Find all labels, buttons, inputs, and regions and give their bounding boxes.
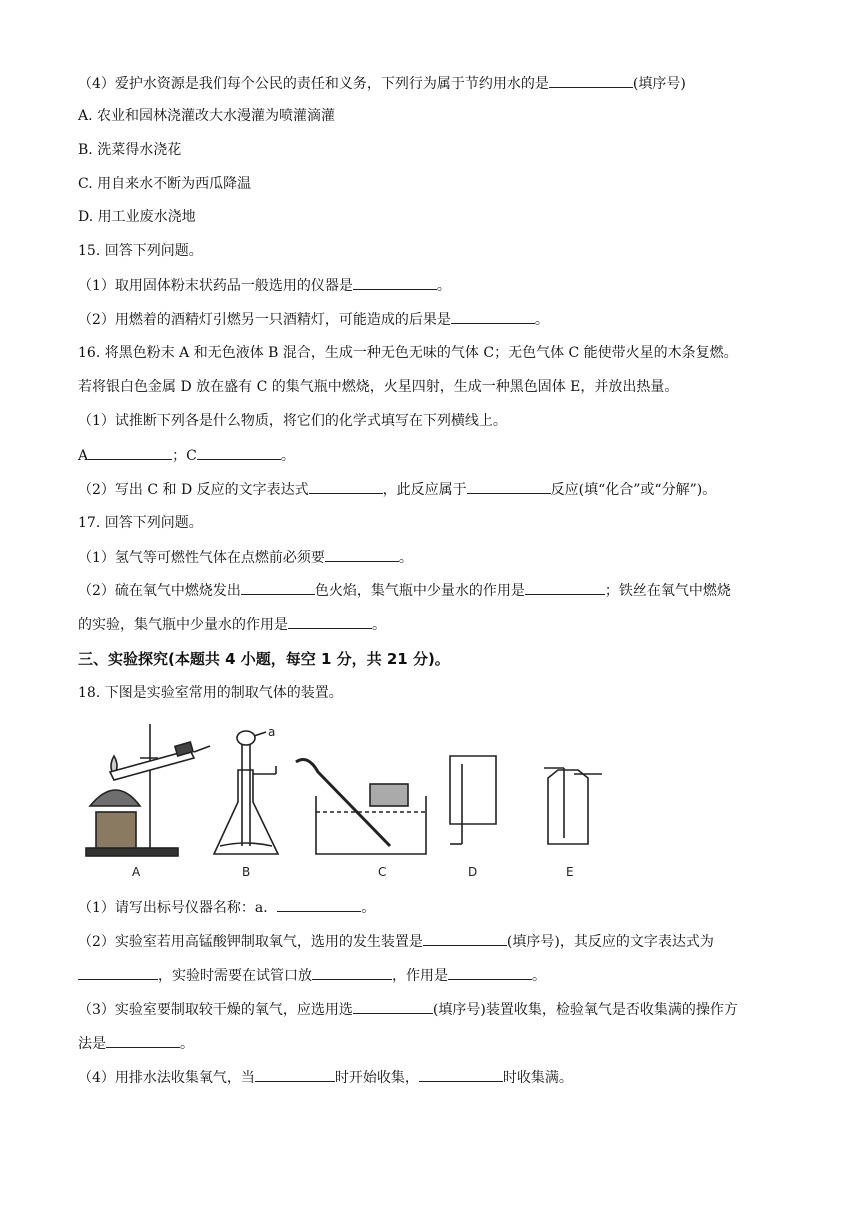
answer-blank[interactable]: [106, 1033, 180, 1048]
q16-stem-line1: 16. 将黑色粉末 A 和无色液体 B 混合，生成一种无色无味的气体 C；无色气体 C 能使带火星的木条复燃。: [78, 345, 738, 361]
q18-part3: （3）实验室要制取较干燥的氧气，应选用选 (填序号)装置收集，检验氧气是否收集满的操作方: [78, 999, 738, 1020]
apparatus-b: [214, 725, 278, 879]
answer-blank[interactable]: [451, 309, 535, 324]
q15-part2: （2）用燃着的酒精灯引燃另一只酒精灯，可能造成的后果是 。: [78, 309, 549, 330]
answer-blank[interactable]: [309, 479, 383, 494]
q18-title: 18. 下图是实验室常用的制取气体的装置。: [78, 685, 343, 701]
q17-part2: （2）硫在氧气中燃烧发出 色火焰，集气瓶中少量水的作用是 ；铁丝在氧气中燃烧: [78, 580, 731, 601]
section-title: 三、实验探究(本题共 4 小题，每空 1 分，共 21 分)。: [78, 650, 450, 668]
option-b: B. 洗菜得水浇花: [78, 142, 182, 158]
answer-blank[interactable]: [448, 965, 532, 980]
answer-blank[interactable]: [325, 547, 399, 562]
q18-part2-cont: ，实验时需要在试管口放 ，作用是 。: [78, 965, 546, 986]
apparatus-d: [450, 756, 496, 879]
answer-blank[interactable]: [423, 931, 507, 946]
answer-blank[interactable]: [312, 965, 392, 980]
q18-part3-cont: 法是 。: [78, 1033, 194, 1054]
figure-label-c: C: [378, 865, 387, 879]
option-d: D. 用工业废水浇地: [78, 209, 196, 225]
q15-title: 15. 回答下列问题。: [78, 243, 203, 259]
q16-stem-line2: 若将银白色金属 D 放在盛有 C 的集气瓶中燃烧，火星四射，生成一种黑色固体 E，并放出热量。: [78, 379, 679, 395]
apparatus-a: [86, 724, 210, 879]
q18-part1: （1）请写出标号仪器名称：a． 。: [78, 897, 375, 918]
q18-part2: （2）实验室若用高锰酸钾制取氧气，选用的发生装置是 (填序号)，其反应的文字表达式为: [78, 931, 714, 952]
answer-blank[interactable]: [288, 614, 372, 629]
q16-answer-line: A ；C 。: [78, 445, 295, 466]
answer-blank[interactable]: [353, 999, 433, 1014]
option-a: A. 农业和园林浇灌改大水漫灌为喷灌滴灌: [78, 108, 336, 124]
figure-label-a: A: [132, 865, 141, 879]
answer-blank[interactable]: [525, 580, 605, 595]
q17-title: 17. 回答下列问题。: [78, 515, 203, 531]
figure-label-b: B: [242, 865, 251, 879]
figure-label-d: D: [468, 865, 478, 879]
apparatus-figure: [78, 714, 618, 884]
label-a-mark: a: [268, 725, 276, 739]
answer-blank[interactable]: [277, 897, 361, 912]
q15-part1: （1）取用固体粉末状药品一般选用的仪器是 。: [78, 275, 451, 296]
q18-part4: （4）用排水法收集氧气，当 时开始收集， 时收集满。: [78, 1067, 573, 1088]
figure-label-e: E: [566, 865, 574, 879]
answer-blank[interactable]: [78, 965, 158, 980]
apparatus-c: [296, 760, 426, 879]
apparatus-e: [544, 768, 602, 879]
answer-blank-a[interactable]: [88, 445, 172, 460]
q17-part1: （1）氢气等可燃性气体在点燃前必须要 。: [78, 547, 413, 568]
q16-part1: （1）试推断下列各是什么物质，将它们的化学式填写在下列横线上。: [78, 413, 507, 429]
answer-blank[interactable]: [353, 275, 437, 290]
answer-blank[interactable]: [549, 73, 633, 88]
answer-blank[interactable]: [255, 1067, 335, 1082]
answer-blank[interactable]: [419, 1067, 503, 1082]
option-c: C. 用自来水不断为西瓜降温: [78, 176, 252, 192]
q17-part2-cont: 的实验，集气瓶中少量水的作用是 。: [78, 614, 386, 635]
answer-blank[interactable]: [241, 580, 315, 595]
answer-blank[interactable]: [467, 479, 551, 494]
q16-part2: （2）写出 C 和 D 反应的文字表达式 ，此反应属于 反应(填“化合”或“分解”)。: [78, 479, 716, 500]
answer-blank-c[interactable]: [197, 445, 281, 460]
q14-4-stem: （4）爱护水资源是我们每个公民的责任和义务，下列行为属于节约用水的是 (填序号): [78, 73, 686, 94]
